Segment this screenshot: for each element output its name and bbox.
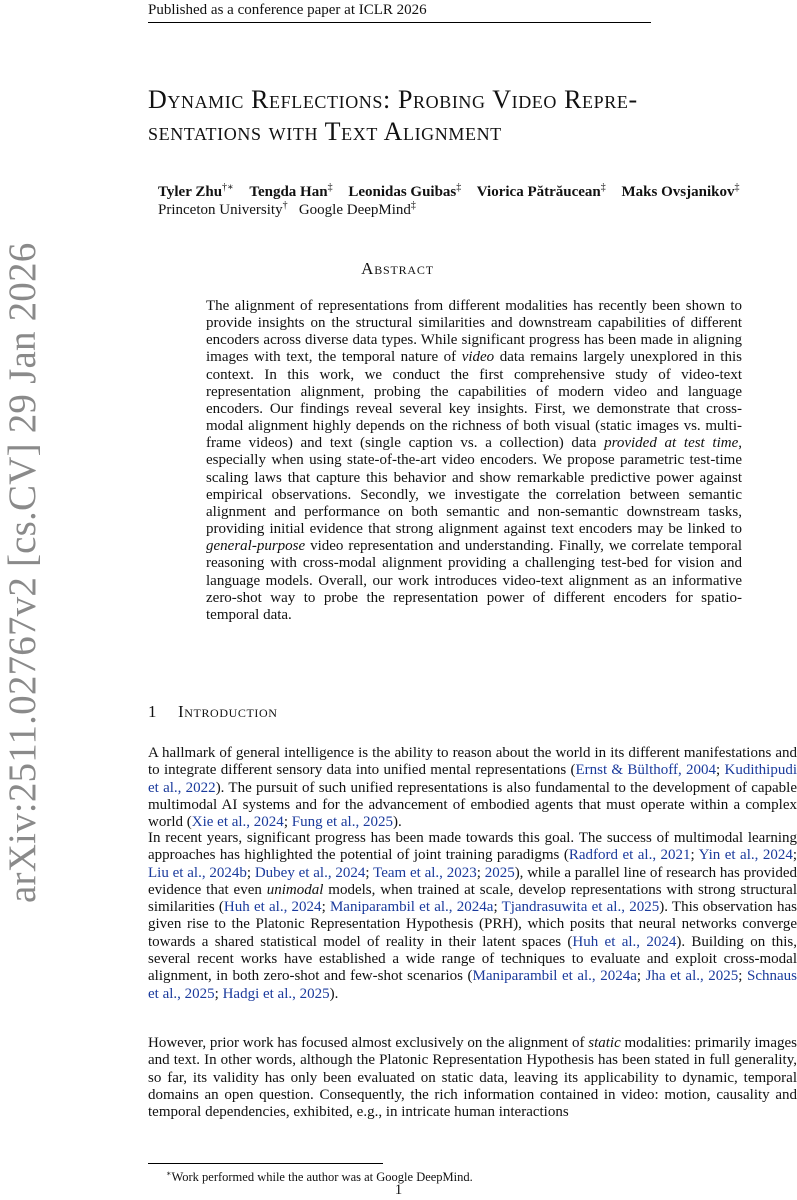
citation-link[interactable]: Yin et al., 2024 — [698, 847, 793, 864]
intro-paragraph-3: However, prior work has focused almost exclusively on the alignment of static modalities: primarily images and text. In other words, although the Platonic Representation Hypothesis has been stated in full generality, so far, its validity has only been evaluated on static data, leaving its applicability to dynamic, temporal domains an open question. Consequently, the rich information contained in video: motion, causality and temporal dependencies, exhibited, e.g., in intricate human interactions — [148, 1035, 797, 1121]
intro-paragraph-2: In recent years, significant progress has been made towards this goal. The success of multimodal learning approaches has highlighted the potential of joint training paradigms (Radford et al., 2021; Yin et al., 2024; Liu et al., 2024b; Dubey et al., 2024; Team et al., 2023; 2025), while a parallel line of research has provided evidence that even unimodal models, when trained at scale, develop representations with strong structural similarities (Huh et al., 2024; Maniparambil et al., 2024a; Tjandrasuwita et al., 2025). This observation has given rise to the Platonic Representation Hypothesis (PRH), which posits that neural networks converge towards a shared statistical model of reality in their latent spaces (Huh et al., 2024). Building on this, several recent works have established a wide range of techniques to evaluate and exploit cross-modal alignment, in both zero-shot and few-shot scenarios (Maniparambil et al., 2024a; Jha et al., 2025; Schnaus et al., 2025; Hadgi et al., 2025). — [148, 830, 797, 1002]
affiliation-mark: ‡ — [410, 200, 416, 211]
citation-link[interactable]: Maniparambil et al., 2024a — [329, 899, 494, 916]
footnote-rule — [148, 1163, 383, 1164]
emphasis: provided at test time — [604, 435, 739, 452]
citation-link[interactable]: Ernst & Bülthoff, 2004 — [575, 762, 717, 779]
emphasis: static — [588, 1035, 621, 1051]
emphasis: unimodal — [266, 881, 324, 898]
author-name: Tengda Han — [249, 184, 328, 200]
header-rule — [148, 22, 651, 23]
citation-link[interactable]: Schnaus et al., 2025 — [148, 968, 797, 1002]
affiliation-list — [158, 196, 416, 220]
citation-link[interactable]: Xie et al., 2024 — [191, 814, 284, 831]
title-line-1: Dynamic Reflections: Probing Video Repre- — [148, 85, 638, 114]
paper-title — [148, 84, 797, 148]
citation-link[interactable]: Tjandrasuwita et al., 2025 — [501, 899, 660, 916]
footnote-mark: ∗ — [166, 1169, 172, 1178]
page-number: 1 — [394, 1182, 403, 1198]
section-number: 1 — [148, 702, 158, 721]
intro-paragraph-1: A hallmark of general intelligence is the ability to reason about the world in its different manifestations and to integrate different sensory data into unified mental representations (Ernst & Bülthoff, 2004; Kudithipudi et al., 2022). The pursuit of such unified representations is also fundamental to the development of capable multimodal AI systems and for the advancement of embodied agents that must operate within a complex world (Xie et al., 2024; Fung et al., 2025). — [148, 745, 797, 831]
author-name: Viorica Pătrăucean — [476, 184, 601, 200]
author-name: Tyler Zhu — [158, 184, 223, 200]
running-header: Published as a conference paper at ICLR 2026 — [148, 2, 427, 18]
arxiv-stamp — [0, 0, 44, 903]
citation-link[interactable]: Radford et al., 2021 — [568, 847, 691, 864]
section-title: Introduction — [178, 702, 278, 721]
affiliation-mark: † — [282, 200, 288, 211]
citation-link[interactable]: Maniparambil et al., 2024a — [472, 968, 637, 985]
citation-link[interactable]: Fung et al., 2025 — [291, 814, 393, 831]
title-line-2: sentations with Text Alignment — [148, 117, 502, 146]
author-mark: ‡ — [600, 182, 606, 193]
author-name: Leonidas Guibas — [348, 184, 457, 200]
emphasis: video — [461, 349, 495, 366]
citation-link[interactable]: 2025 — [484, 864, 515, 881]
abstract-body: The alignment of representations from different modalities has recently been shown to provide insights on the structural similarities and downstream capabilities of different encoders across diverse data types. While significant progress has been made in aligning images with text, the temporal nature of video data remains largely unexplored in this context. In this work, we conduct the first comprehensive study of video-text representation alignment, probing the capabilities of modern video and language encoders. Our findings reveal several key insights. First, we demonstrate that cross-modal alignment highly depends on the richness of both visual (static images vs. multi-frame videos) and text (single caption vs. a collection) data provided at test time, especially when using state-of-the-art video encoders. We propose parametric test-time scaling laws that capture this behavior and show remarkable predictive power against empirical observations. Secondly, we investigate the correlation between semantic alignment and performance on both semantic and non-semantic downstream tasks, providing initial evidence that strong alignment against text encoders may be linked to general-purpose video representation and understanding. Finally, we correlate temporal reasoning with cross-modal alignment providing a challenging test-bed for vision and language models. Overall, our work introduces video-text alignment as an informative zero-shot way to probe the representation power of different encoders for spatio-temporal data. — [206, 298, 742, 623]
citation-link[interactable]: Team et al., 2023 — [373, 864, 477, 881]
section-heading — [148, 702, 278, 722]
footnote-text: Work performed while the author was at Google DeepMind. — [171, 1170, 473, 1185]
author-name: Maks Ovsjanikov — [621, 184, 735, 200]
citation-link[interactable]: Jha et al., 2025 — [645, 968, 739, 985]
author-mark: ‡ — [456, 182, 462, 193]
author-mark: ‡ — [734, 182, 740, 193]
arxiv-id: arXiv:2511.02767v2 [cs.CV] 29 Jan 2026 — [1, 242, 44, 903]
abstract-heading: Abstract — [361, 259, 434, 278]
affiliation-name: Google DeepMind — [298, 202, 411, 218]
affiliation-name: Princeton University — [158, 202, 283, 218]
author-mark: †∗ — [222, 182, 234, 193]
citation-link[interactable]: Liu et al., 2024b — [148, 864, 247, 881]
citation-link[interactable]: Kudithipudi et al., 2022 — [148, 762, 797, 796]
citation-link[interactable]: Hadgi et al., 2025 — [222, 985, 330, 1002]
emphasis: general-purpose — [206, 538, 306, 555]
citation-link[interactable]: Dubey et al., 2024 — [254, 864, 366, 881]
citation-link[interactable]: Huh et al., 2024 — [223, 899, 322, 916]
author-mark: ‡ — [327, 182, 333, 193]
citation-link[interactable]: Huh et al., 2024 — [572, 933, 677, 950]
